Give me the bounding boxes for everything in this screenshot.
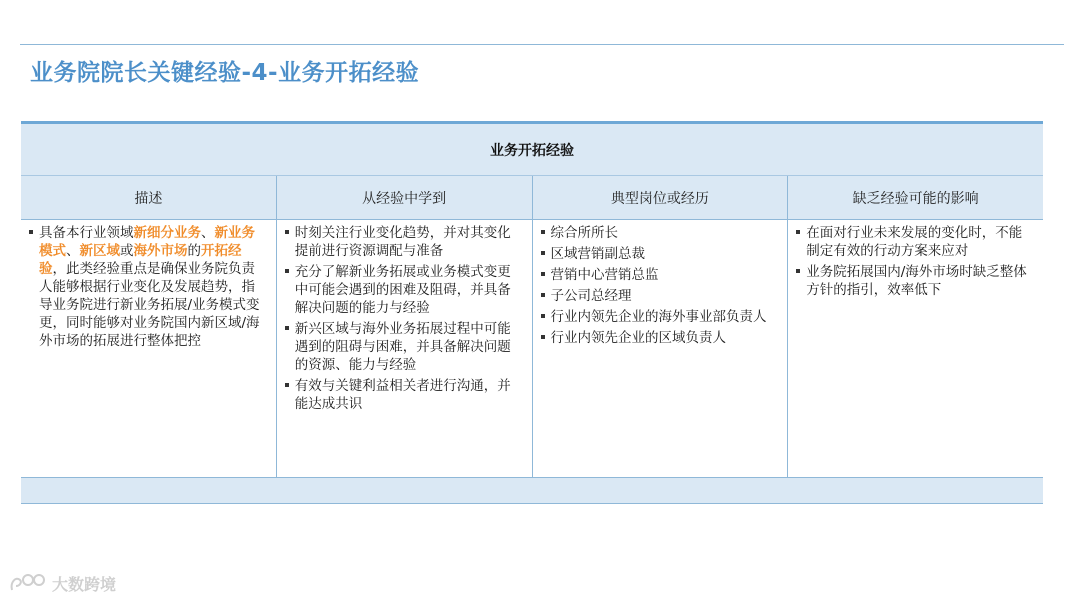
column-header-learned: 从经验中学到 [277,176,533,219]
position-item: 营销中心营销总监 [539,266,780,284]
learned-item: 时刻关注行业变化趋势，并对其变化提前进行资源调配与准备 [283,224,524,260]
description-text: 的 [187,243,201,259]
top-divider [20,44,1064,45]
description-text: ，此类经验重点是确保业务院负责人能够根据行业变化及发展趋势，指导业务院进行新业务拓展/业务模式变更，同时能够对业务院国内新区域/海外市场的拓展进行整体把控 [39,261,260,349]
impact-item: 在面对行业未来发展的变化时，不能制定有效的行动方案来应对 [794,224,1035,260]
experience-table [21,121,1043,504]
description-text: 或 [120,243,134,259]
description-item [27,224,268,350]
column-header-impacts: 缺乏经验可能的影响 [852,190,979,207]
column-header-description: 描述 [21,176,277,219]
description-cell [21,220,277,477]
highlight-text: 新细分业务 [133,225,201,241]
impact-item: 业务院拓展国内/海外市场时缺乏整体方针的指引，效率低下 [794,263,1035,299]
logo-icon [8,570,48,596]
column-header-row [21,176,1043,220]
learned-item: 充分了解新业务拓展或业务模式变更中可能会遇到的困难及阻碍，并具备解决问题的能力与经验 [283,263,524,317]
description-text: 具备本行业领域 [39,225,134,241]
highlight-text: 开拓经验 [39,243,242,277]
description-text: 、 [201,225,215,241]
learned-item: 新兴区域与海外业务拓展过程中可能遇到的阻碍与困难，并具备解决问题的资源、能力与经验 [283,320,524,374]
column-header-positions: 典型岗位或经历 [533,176,789,219]
highlight-text: 新区域 [79,243,120,259]
position-item: 行业内领先企业的区域负责人 [539,329,780,347]
positions-cell [533,220,789,477]
page-title: 业务院院长关键经验-4-业务开拓经验 [30,60,420,86]
position-item: 区域营销副总裁 [539,245,780,263]
table-body-row [21,220,1043,478]
table-footer-row [21,478,1043,504]
learned-cell [277,220,533,477]
position-item: 综合所所长 [539,224,780,242]
position-item: 行业内领先企业的海外事业部负责人 [539,308,780,326]
highlight-text: 新业务模式 [39,225,255,259]
impacts-cell [788,220,1043,477]
learned-item: 有效与关键利益相关者进行沟通，并能达成共识 [283,377,524,413]
table-header: 业务开拓经验 [21,124,1043,176]
position-item: 子公司总经理 [539,287,780,305]
watermark-logo [8,570,116,596]
description-text: 、 [66,243,80,259]
highlight-text: 海外市场 [133,243,188,259]
logo-text: 大数跨境 [52,574,117,594]
